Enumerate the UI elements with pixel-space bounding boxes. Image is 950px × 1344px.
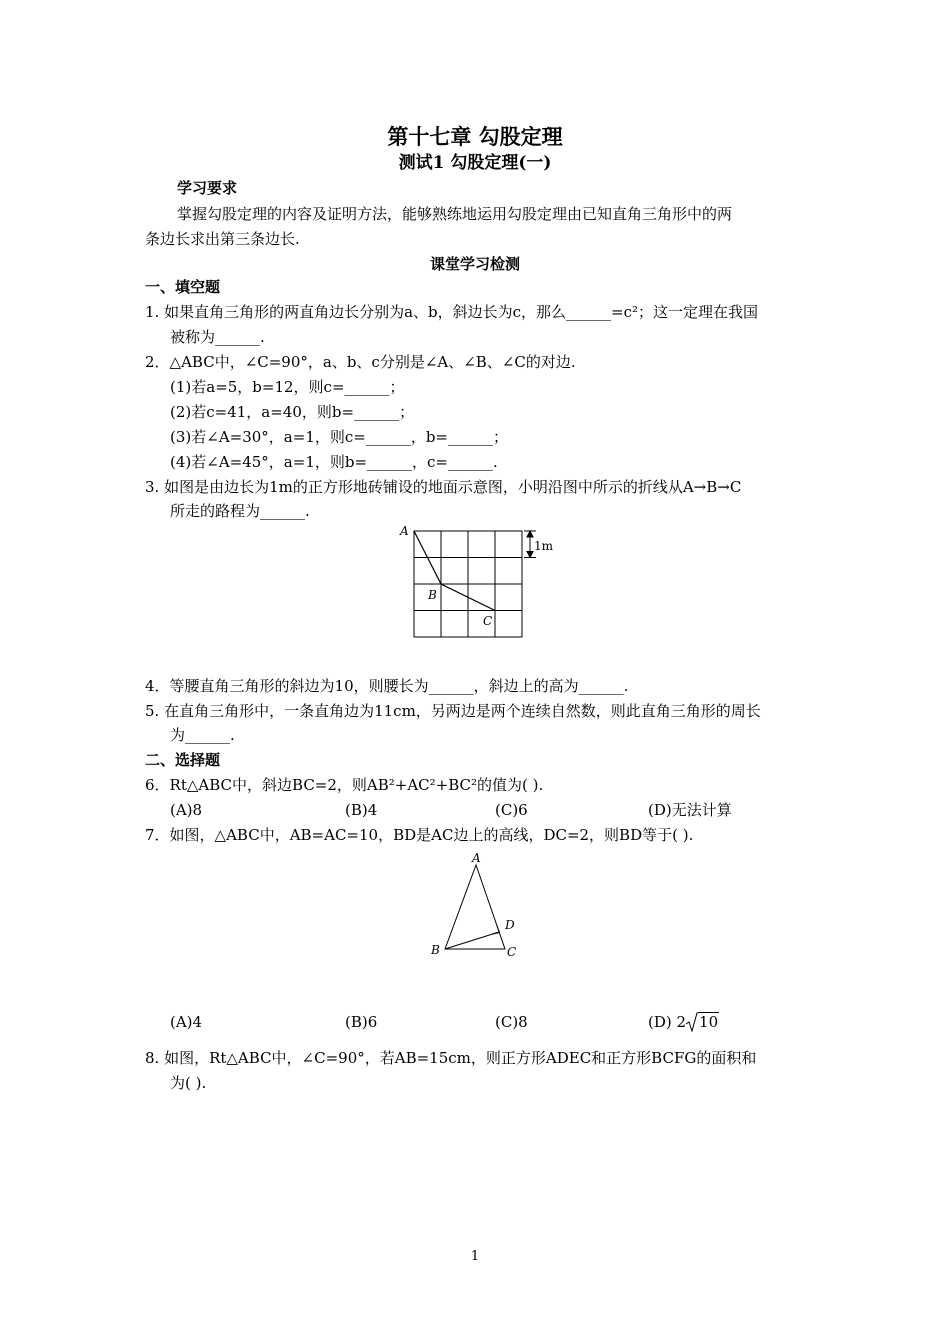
tile-grid-figure [396, 522, 566, 647]
triangle-figure [425, 848, 525, 963]
question-2-line: 2．△ABC中，∠C=90°，a、b、c分别是∠A、∠B、∠C的对边. [145, 353, 576, 371]
fig1-label-b: B [428, 588, 437, 602]
question-2-sub-3: (3)若∠A=30°，a=1，则c=______，b=______； [170, 428, 508, 446]
question-6-option-b: (B)4 [345, 801, 378, 819]
question-2-sub-2: (2)若c=41，a=40，则b=______； [170, 403, 415, 421]
question-7-option-d [648, 1012, 719, 1032]
question-6-option-a: (A)8 [170, 801, 203, 819]
fig1-unit-label: 1m [534, 539, 554, 553]
test-title: 测试1 勾股定理(一) [398, 153, 552, 173]
question-1-line-1: 1. 如果直角三角形的两直角边长分别为a、b，斜边长为c，那么______=c²；这一定理在我国 [145, 303, 759, 321]
question-5-line-2: 为______. [170, 726, 235, 744]
fig2-label-b: B [431, 943, 440, 957]
page-number: 1 [470, 1249, 480, 1264]
question-5-line-1: 5. 在直角三角形中，一条直角边为11cm，另两边是两个连续自然数，则此直角三角形的周长 [145, 702, 761, 720]
question-7-radicand: 10 [699, 1013, 719, 1031]
fig2-label-a: A [472, 851, 481, 865]
question-3-line-2: 所走的路程为______. [170, 502, 310, 520]
question-6-option-c: (C)6 [495, 801, 528, 819]
requirements-line-2: 条边长求出第三条边长. [145, 230, 300, 248]
question-7-line: 7．如图，△ABC中，AB=AC=10，BD是AC边上的高线，DC=2，则BD等于( ). [145, 826, 694, 844]
question-7-option-d-label: (D) 2 [648, 1013, 687, 1031]
question-7-option-c: (C)8 [495, 1013, 528, 1031]
question-7-option-a: (A)4 [170, 1013, 203, 1031]
fig1-label-c: C [483, 614, 493, 628]
fig2-label-c: C [507, 945, 517, 959]
question-6-line: 6．Rt△ABC中，斜边BC=2，则AB²+AC²+BC²的值为( ). [145, 776, 544, 794]
part2-heading: 二、选择题 [145, 751, 221, 769]
fig1-label-a: A [400, 524, 409, 538]
question-8-line-1: 8. 如图，Rt△ABC中，∠C=90°，若AB=15cm，则正方形ADEC和正方形BCFG的面积和 [145, 1049, 757, 1067]
question-2-sub-1: (1)若a=5，b=12，则c=______； [170, 378, 405, 396]
square-root-icon [686, 1012, 698, 1032]
requirements-heading: 学习要求 [177, 179, 238, 197]
chapter-title: 第十七章 勾股定理 [387, 124, 563, 149]
question-8-line-2: 为( ). [170, 1074, 207, 1092]
question-2-sub-4: (4)若∠A=45°，a=1，则b=______，c=______. [170, 453, 498, 471]
part1-heading: 一、填空题 [145, 278, 221, 296]
question-3-line-1: 3. 如图是由边长为1m的正方形地砖铺设的地面示意图，小明沿图中所示的折线从A→B→C [145, 478, 742, 496]
fig2-label-d: D [505, 918, 515, 932]
section-title: 课堂学习检测 [429, 255, 520, 273]
question-1-line-2: 被称为______. [170, 328, 265, 346]
question-4-line: 4．等腰直角三角形的斜边为10，则腰长为______，斜边上的高为______. [145, 677, 629, 695]
question-6-option-d: (D)无法计算 [648, 801, 732, 819]
requirements-line-1: 掌握勾股定理的内容及证明方法，能够熟练地运用勾股定理由已知直角三角形中的两 [177, 205, 733, 223]
question-7-option-b: (B)6 [345, 1013, 378, 1031]
